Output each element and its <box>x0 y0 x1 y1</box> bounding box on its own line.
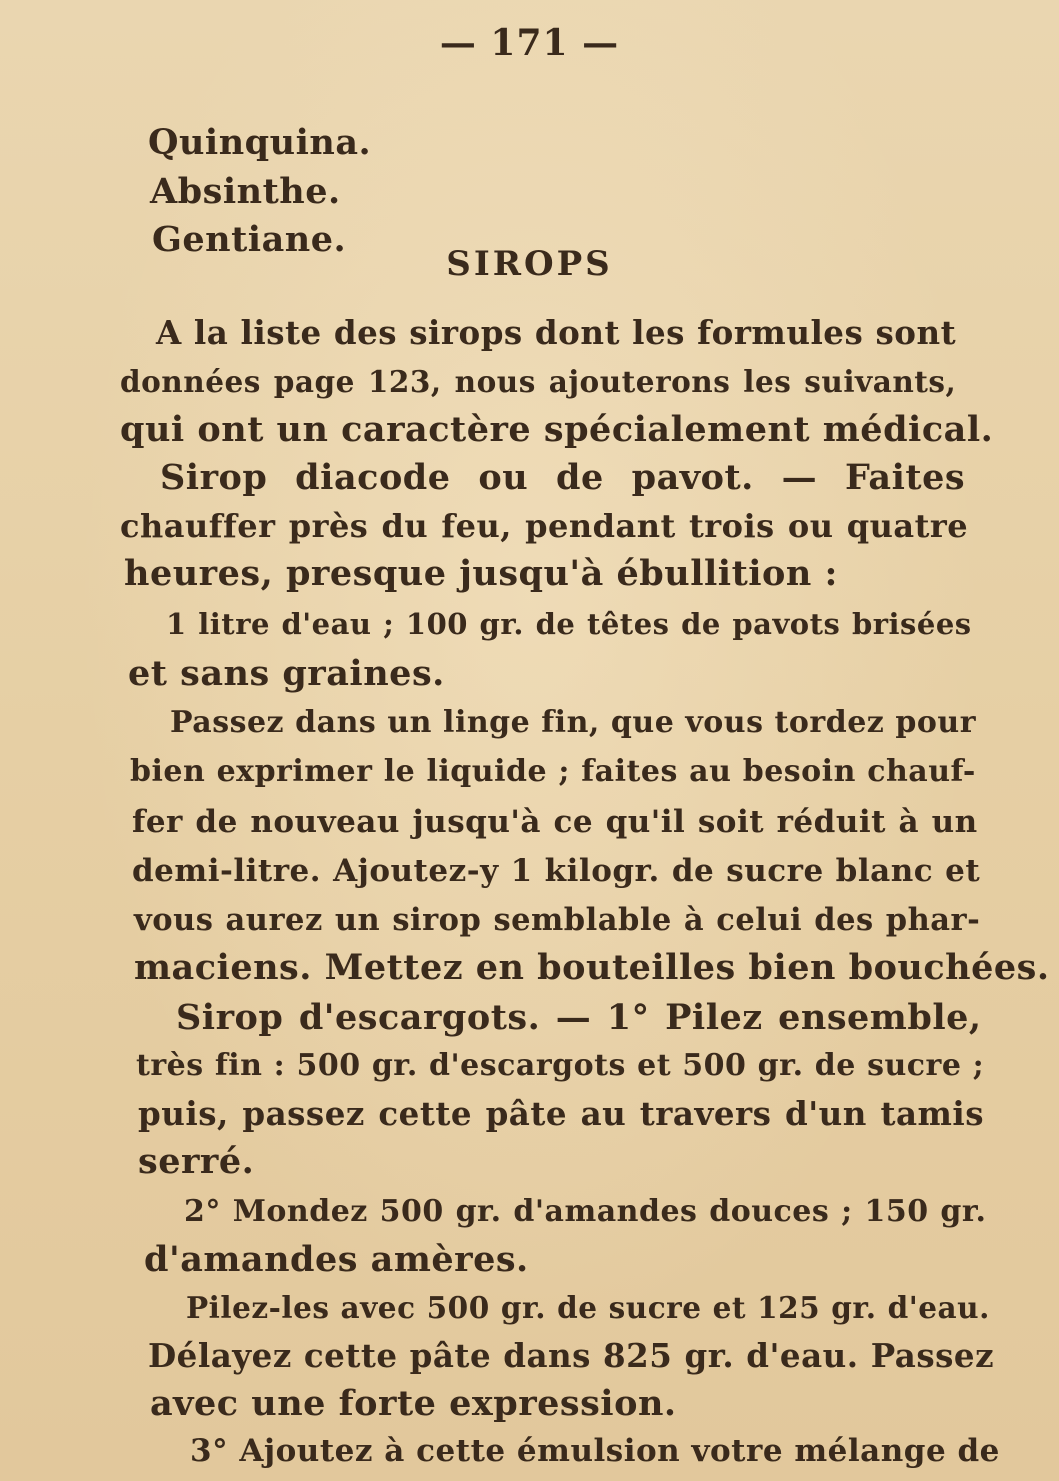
text-line: puis, passez cette pâte au travers d'un tamis <box>138 1094 985 1133</box>
text-line: qui ont un caractère spécialement médical. <box>120 409 994 450</box>
text-line: fer de nouveau jusqu'à ce qu'il soit réduit à un <box>132 804 978 840</box>
page-number: — 171 — <box>439 22 620 64</box>
text-line: 1 litre d'eau ; 100 gr. de têtes de pavots brisées <box>166 607 972 641</box>
text-line: 3° Ajoutez à cette émulsion votre mélange de <box>190 1433 1000 1469</box>
list-item: Absinthe. <box>150 171 341 212</box>
list-item: Gentiane. <box>152 219 347 260</box>
text-line: bien exprimer le liquide ; faites au besoin chauf- <box>130 754 976 789</box>
text-line: A la liste des sirops dont les formules sont <box>156 313 957 352</box>
text-line: Délayez cette pâte dans 825 gr. d'eau. Passez <box>148 1336 995 1375</box>
text-line: maciens. Mettez en bouteilles bien bouchées. <box>134 947 1050 988</box>
text-line: heures, presque jusqu'à ébullition : <box>124 553 838 594</box>
text-line: serré. <box>138 1141 255 1182</box>
text-line: chauffer près du feu, pendant trois ou quatre <box>120 507 969 545</box>
text-line: Sirop diacode ou de pavot. — Faites <box>160 457 966 498</box>
text-line: 2° Mondez 500 gr. d'amandes douces ; 150 gr. <box>184 1194 987 1229</box>
section-title: SIROPS <box>446 244 613 284</box>
list-item: Quinquina. <box>148 122 372 163</box>
text-line: très fin : 500 gr. d'escargots et 500 gr. de sucre ; <box>136 1048 985 1083</box>
text-line: Sirop d'escargots. — 1° Pilez ensemble, <box>176 997 982 1038</box>
text-line: avec une forte expression. <box>150 1383 677 1424</box>
text-line: vous aurez un sirop semblable à celui des phar- <box>134 902 981 938</box>
text-line: Pilez-les avec 500 gr. de sucre et 125 gr. d'eau. <box>186 1290 990 1325</box>
text-line: données page 123, nous ajouterons les suivants, <box>120 364 957 399</box>
text-line: demi-litre. Ajoutez-y 1 kilogr. de sucre blanc et <box>132 853 981 889</box>
text-line: et sans graines. <box>128 653 445 694</box>
text-line: Passez dans un linge fin, que vous tordez pour <box>170 705 977 740</box>
text-line: d'amandes amères. <box>144 1239 529 1280</box>
